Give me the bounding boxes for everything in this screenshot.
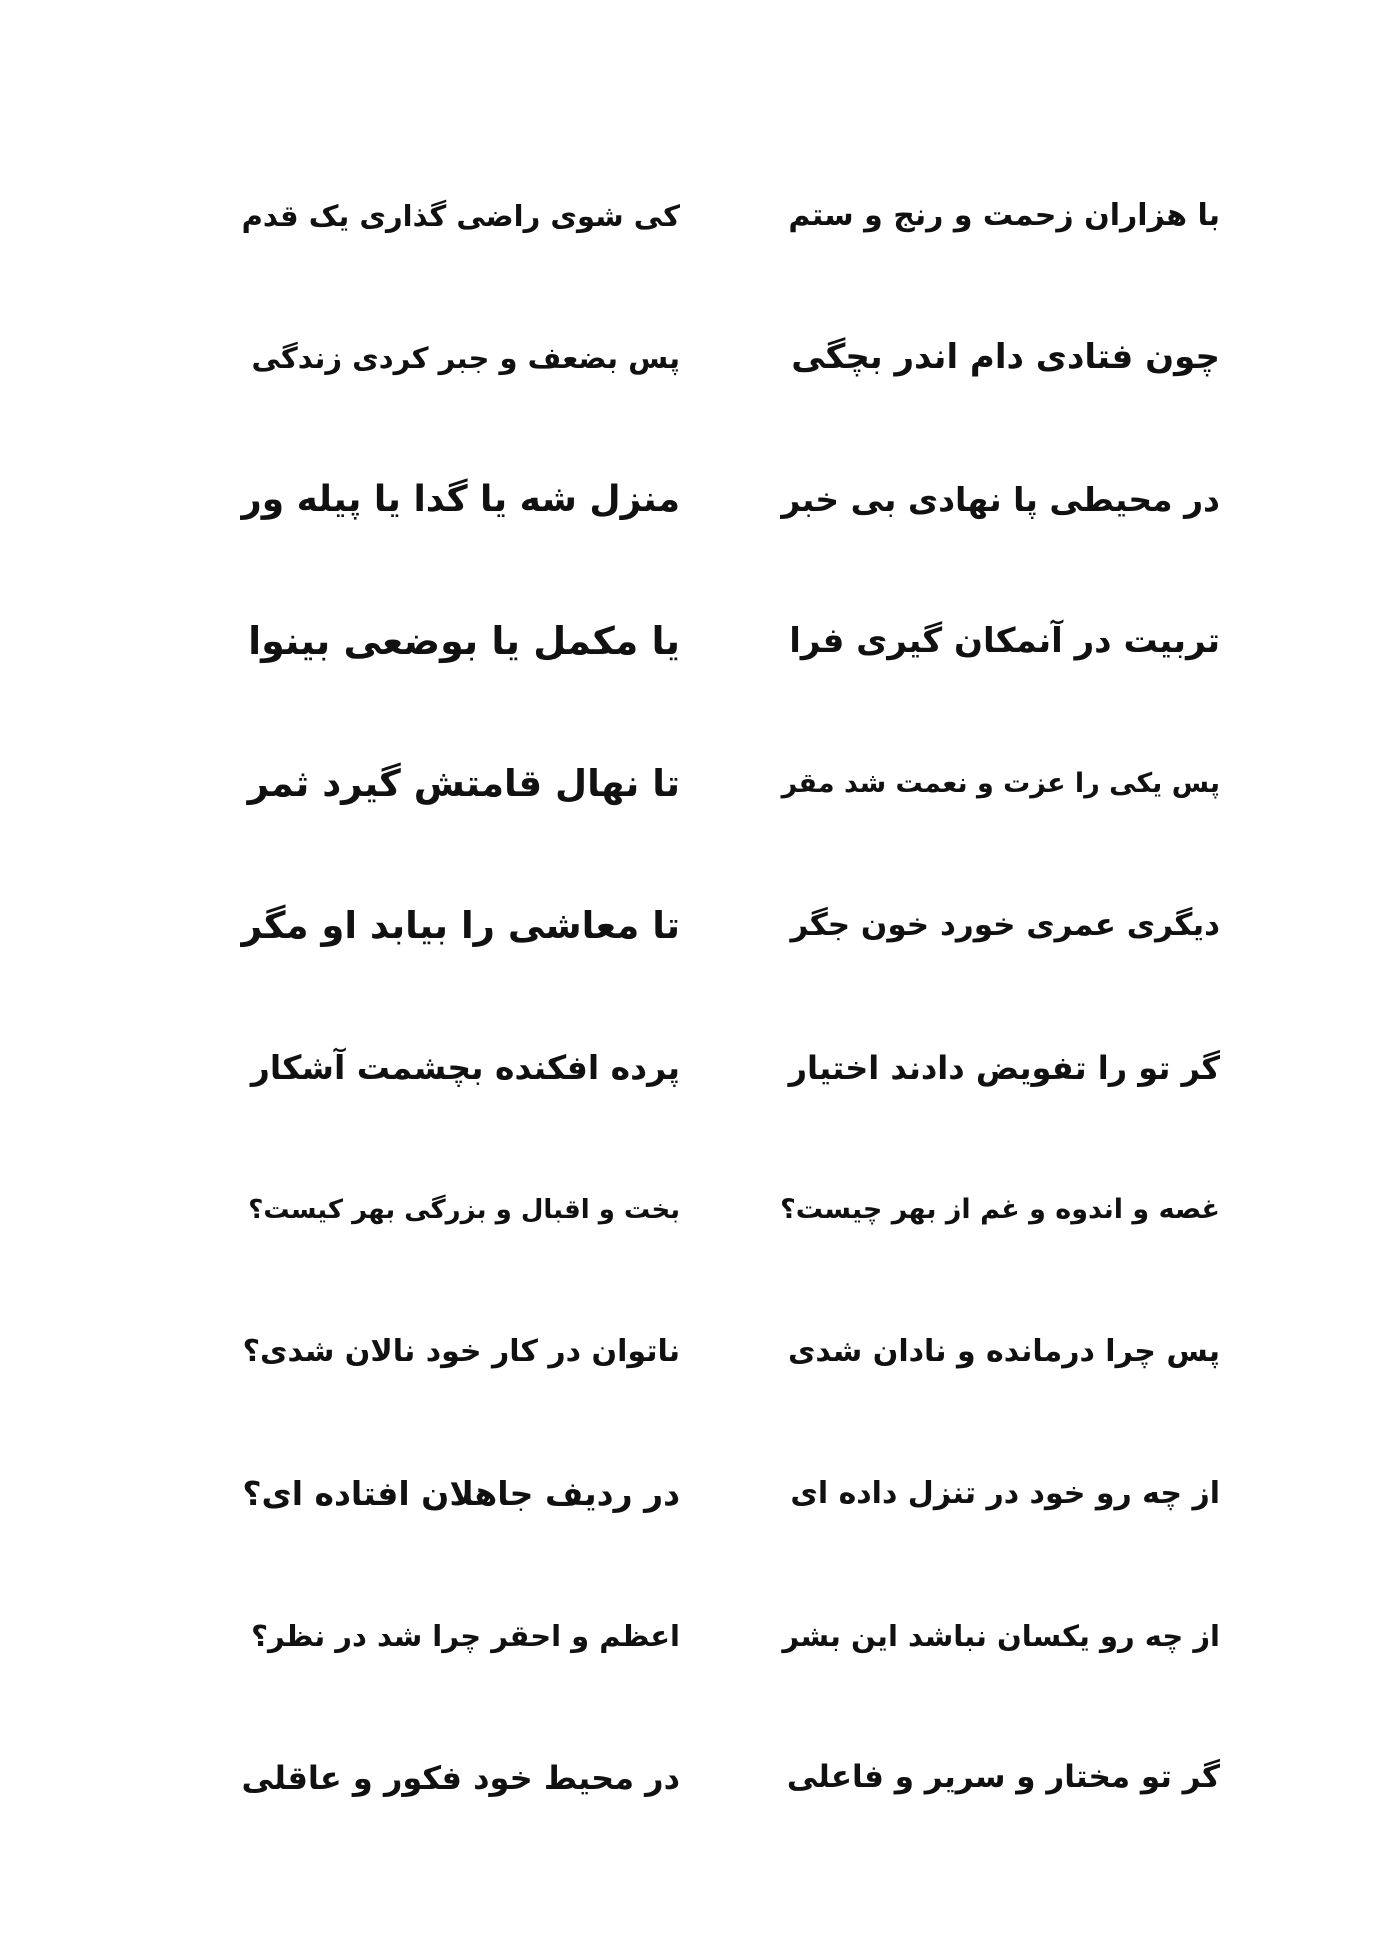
couplet [240,1281,1220,1423]
hemistich-second: اعظم و احقر چرا شد در نظر؟ [251,1618,680,1653]
hemistich-second: در ردیف جاهلان افتاده ای؟ [242,1473,680,1513]
hemistich-second: در محیط خود فکور و عاقلی [241,1758,680,1797]
hemistich-first: پس چرا درمانده و نادان شدی [787,1334,1220,1369]
hemistich-first: در محیطی پا نهادی بی خبر [781,479,1220,519]
hemistich-first: گر تو مختار و سریر و فاعلی [786,1759,1220,1796]
hemistich-first: غصه و اندوه و غم از بهر چیست؟ [780,1194,1220,1226]
couplet [240,1565,1220,1707]
hemistich-second: کی شوی راضی گذاری یک قدم [241,198,680,233]
hemistich-second: پرده افکنده بچشمت آشکار [250,1047,680,1087]
poem [240,145,1220,1849]
hemistich-second: تا نهال قامتش گیرد ثمر [247,762,680,806]
hemistich-first: از چه رو یکسان نباشد این بشر [782,1618,1220,1653]
hemistich-second: یا مکمل یا بوضعی بینوا [248,619,680,664]
hemistich-first: گر تو را تفویض دادند اختیار [788,1048,1220,1087]
couplet [240,713,1220,855]
couplet [240,1423,1220,1565]
hemistich-second: منزل شه یا گدا یا پیله ور [240,478,680,520]
couplet [240,1139,1220,1281]
couplet [240,571,1220,713]
hemistich-second: تا معاشی را بیابد او مگر [241,904,680,948]
hemistich-second: پس بضعف و جبر کردی زندگی [251,340,680,375]
hemistich-second: ناتوان در کار خود نالان شدی؟ [242,1334,680,1369]
couplet [240,287,1220,429]
hemistich-first: دیگری عمری خورد خون جگر [790,907,1220,944]
couplet [240,145,1220,287]
hemistich-first: پس یکی را عزت و نعمت شد مقر [781,768,1220,800]
couplet [240,429,1220,571]
hemistich-first: از چه رو خود در تنزل داده ای [790,1476,1220,1511]
couplet [240,1707,1220,1849]
hemistich-first: با هزاران زحمت و رنج و ستم [788,198,1220,233]
hemistich-first: تربیت در آنمکان گیری فرا [789,621,1220,662]
hemistich-first: چون فتادی دام اندر بچگی [791,337,1220,378]
hemistich-second: بخت و اقبال و بزرگی بهر کیست؟ [248,1194,680,1225]
couplet [240,997,1220,1139]
couplet [240,855,1220,997]
